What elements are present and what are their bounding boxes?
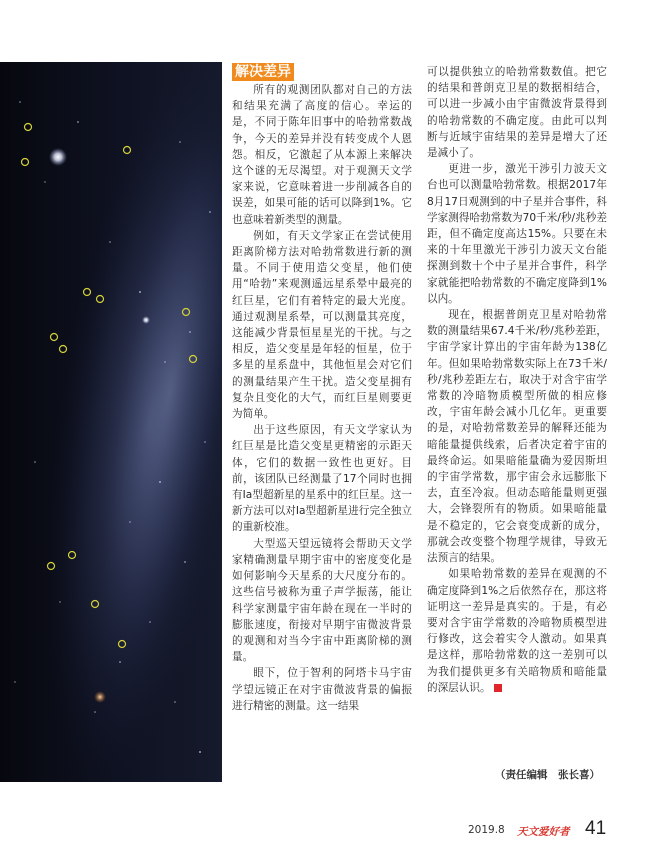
- paragraph-text: 如果哈勃常数的差异在观测的不确定度降到1%之后依然存在，那这将证明这一差异是真实的。于是，有必要对含宇宙学常数的冷暗物质模型进行修改，这会着实令人激动。如果真是这样，那哈勃常数的这一差别可以为我们提供更多有关暗物质和暗能量的深层认识。: [427, 568, 607, 694]
- paragraph: 出于这些原因，有天文学家认为红巨星是比造父变星更精密的示距天体，它们的数据一致性也更好。目前，该团队已经测量了17个同时也拥有Ia型超新星的星系中的红巨星。这一新方法可以对Ia型超新星进行完全独立的重新校准。: [232, 424, 412, 534]
- paragraph: 现在，根据普朗克卫星对哈勃常数的测量结果67.4千米/秒/兆秒差距，宇宙学家计算出的宇宙年龄为138亿年。但如果哈勃常数实际上在73千米/秒/兆秒差距左右，取决于对含宇宙学常数的冷暗物质模型所做的相应修改，宇宙年龄会减小几亿年。更重要的是，对哈勃常数差异的解释还能为暗能量提供线索，后者决定着宇宙的最终命运。如果暗能量确为爱因斯坦的宇宙学常数，那宇宙会永远膨胀下去，直至冷寂。但动态暗能量则更强大，会锋裂所有的物质。如果暗能量是不稳定的，它会衰变成新的成分，那就会改变整个物理学规律，导致无法预言的结果。: [427, 309, 607, 565]
- paragraph: 眼下，位于智利的阿塔卡马宇宙学望远镜正在对宇宙微波背景的偏振进行精密的测量。这一结果: [232, 667, 412, 712]
- paragraph: 可以提供独立的哈勃常数数值。把它的结果和普朗克卫星的数据相结合，可以进一步减小由宇宙微波背景得到的哈勃常数的不确定度。由此可以判断与近域宇宙结果的差异是增大了还是减小了。: [427, 66, 607, 160]
- left-text-column: [232, 82, 412, 714]
- editor-credit: （责任编辑 张长喜）: [495, 769, 600, 781]
- galaxy-photo: [0, 62, 222, 782]
- magazine-title: 天文爱好者: [517, 826, 570, 838]
- paragraph: 更进一步，激光干涉引力波天文台也可以测量哈勃常数。根据2017年8月17日观测到的中子星并合事件，科学家测得哈勃常数为70千米/秒/兆秒差距，但不确定度高达15%。只要在未来的十年里激光干涉引力波天文台能探测到数十个中子星并合事件，科学家就能把哈勃常数的不确定度降到1%以内。: [427, 163, 607, 305]
- section-heading: 解决差异: [232, 63, 294, 81]
- orange-star: [94, 691, 106, 703]
- paragraph: [427, 566, 607, 696]
- issue-date: 2019.8: [468, 824, 505, 836]
- page-footer: [468, 818, 608, 844]
- right-text-column: [427, 64, 607, 696]
- paragraph: 所有的观测团队都对自己的方法和结果充满了高度的信心。幸运的是，不同于陈年旧事中的哈勃常数战争，今天的差异并没有转变成个人恩怨。相反，它激起了从本源上来解决这个谜的无尽渴望。对于观测天文学家来说，它意味着进一步削减各自的误差，如果可能的话可以降到1%。它也意味着新类型的测量。: [232, 84, 412, 226]
- end-of-article-mark: [494, 684, 502, 692]
- paragraph: 例如，有天文学家正在尝试使用距离阶梯方法对哈勃常数进行新的测量。不同于使用造父变星，他们使用“哈勃”来观测遥远星系晕中最亮的红巨星，它们有着特定的最大光度。通过观测星系晕，可以测量其亮度，这能减少背景恒星星光的干扰。与之相反，造父变星是年轻的恒星，位于多星的星系盘中，其他恒星会对它们的测量结果产生干扰。造父变星拥有复杂且变化的大气，而红巨星则要更为简单。: [232, 229, 412, 421]
- page-number: 41: [585, 818, 607, 839]
- paragraph: 大型巡天望远镜将会帮助天文学家精确测量早期宇宙中的密度变化是如何影响今天星系的大尺度分布的。这些信号被称为重子声学振荡，能让科学家测量宇宙年龄在现在一半时的膨胀速度，衔接对早期宇宙微波背景的观测和对当今宇宙中距离阶梯的测量。: [232, 537, 412, 664]
- bright-star: [49, 148, 67, 166]
